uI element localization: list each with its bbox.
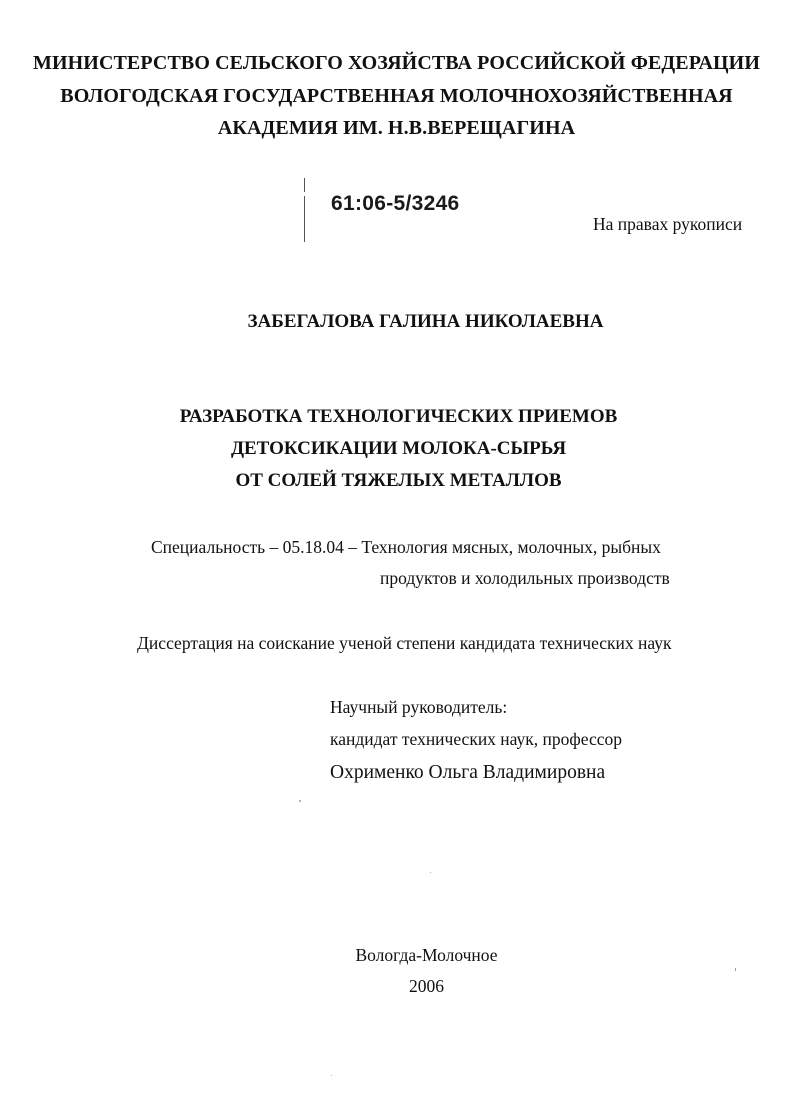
scan-speck [299, 800, 301, 802]
advisor-name: Охрименко Ольга Владимировна [330, 762, 606, 783]
author-name: ЗАБЕГАЛОВА ГАЛИНА НИКОЛАЕВНА [247, 311, 604, 332]
advisor-credentials: кандидат технических наук, профессор [330, 729, 622, 749]
thesis-title-line-2: ДЕТОКСИКАЦИИ МОЛОКА-СЫРЬЯ [230, 438, 567, 459]
specialty-line-1: Специальность – 05.18.04 – Технология мясных, молочных, рыбных [151, 537, 661, 557]
institution-line-3: АКАДЕМИЯ ИМ. Н.В.ВЕРЕЩАГИНА [217, 117, 576, 139]
year: 2006 [409, 976, 444, 996]
stamp-mark-upper [304, 178, 305, 192]
specialty-line-2: продуктов и холодильных производств [380, 568, 670, 588]
degree-statement: Диссертация на соискание ученой степени кандидата технических наук [137, 633, 672, 653]
institution-line-1: МИНИСТЕРСТВО СЕЛЬСКОГО ХОЗЯЙСТВА РОССИЙСКОЙ ФЕДЕРАЦИИ [33, 52, 760, 74]
manuscript-rights: На правах рукописи [593, 214, 743, 234]
institution-line-2: ВОЛОГОДСКАЯ ГОСУДАРСТВЕННАЯ МОЛОЧНОХОЗЯЙСТВЕННАЯ [60, 85, 733, 107]
city: Вологда-Молочное [355, 945, 498, 965]
scan-speck [430, 872, 431, 873]
scan-speck [735, 968, 736, 971]
catalog-number: 61:06-5/3246 [331, 192, 460, 215]
thesis-title-line-1: РАЗРАБОТКА ТЕХНОЛОГИЧЕСКИХ ПРИЕМОВ [179, 406, 618, 427]
stamp-mark-lower [304, 196, 305, 242]
advisor-label: Научный руководитель: [330, 697, 508, 717]
scan-speck [331, 1075, 332, 1076]
thesis-title-line-3: ОТ СОЛЕЙ ТЯЖЕЛЫХ МЕТАЛЛОВ [235, 470, 562, 491]
